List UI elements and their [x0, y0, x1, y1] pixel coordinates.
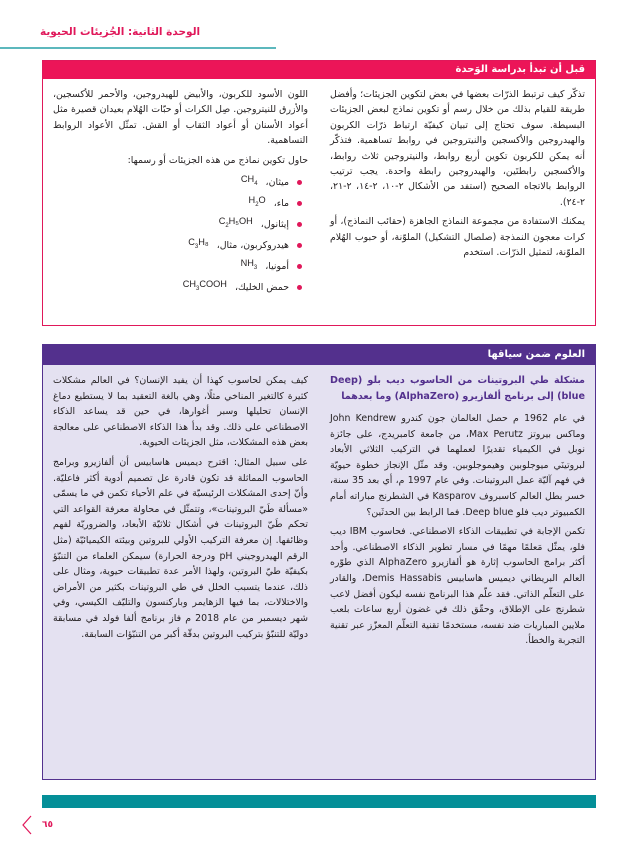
paragraph: في عام 1962 م حصل العالمان جون كندرو John Kendrew وماكس بيروتز Max Perutz، من جامعة كامبريدج، على جائزة نوبل في الكيمياء تقديرًا لعملهما في التركيب الثلاثي الأبعاد لبروتينَي ميوجلوبين وهيموجلوبين. وقد مثّل الإنجاز خطوة حيويّة في فهم آليّة عمل البروتينات. وفي عام 1997 م، أي بعد 35 سنة، خسر بطل العالم كاسبروف Kasparov في الشطرنج مباراته أمام الكمبيوتر ديب فلو Deep blue. فما الرابط بين الحدثَين؟	[330, 413, 586, 518]
footer-bar	[42, 795, 596, 808]
science-context-left-column	[53, 373, 308, 653]
bullet-icon	[297, 180, 302, 185]
list-item	[53, 256, 302, 277]
molecule-formula: $NH_3$	[240, 258, 258, 272]
before-unit-title: قبل أن تبدأ بدراسة الوَحدة	[43, 61, 595, 79]
paragraph: اللون الأسود للكربون، والأبيض للهيدروجين، والأحمر للأكسجين، والأزرق للنيتروجين. صِل الكرات أو حبّات الهُلام بعيدان قصيرة مثل أعواد الأسنان أو أعواد الثقاب أو القش. تمثّل الأعواد الروابط التساهمية.	[53, 89, 308, 147]
paragraph: حاول تكوين نماذج من هذه الجزيئات أو رسمها:	[127, 154, 308, 166]
list-item	[53, 277, 302, 298]
science-context-columns	[43, 365, 595, 653]
before-unit-columns	[43, 79, 595, 298]
bullet-icon	[297, 201, 302, 206]
bullet-icon	[297, 243, 302, 248]
bullet-icon	[297, 285, 302, 290]
before-unit-right-column	[330, 87, 585, 298]
page-number: ٦٥	[42, 820, 53, 830]
molecule-name: ماء،	[273, 197, 289, 209]
paragraph: على سبيل المثال: اقترح ديميس هاسابيس أن ألفازيرو وبرامج الحاسوب المماثلة قد تكون قادرة عل تصميم أدوية أكثر فاعليّة. وأنّ إحدى المشكلات الرئيسيّة في علم الأحياء تكمن في ما يسمّى «مسألة طَيّ البروتينات»، وتتمثّل في محاولة معرفة القواعد التي تحكم طَيّ البروتينات في أشكال ثلاثيّة الأبعاد، والضروريّة لفهم وظائفها. إن معرفة التركيب الأولي للبروتين وبيئته الكيميائيّة (مثل الرقم الهيدروجيني pH ودرجة الحرارة) سيمكن العلماء من التنبّؤ بكيفيّة طيّ البروتين، ولهذا الأمر عدة تطبيقات حيوية، ومثال على ذلك، عندما يتسبب الخلل في طي البروتينات بكثير من الأمراض والاختلالات، بما فيها الزهايمر وباركنسون والتليّف الكيسي، وفي شهر ديسمبر من عام 2018 م فاز برنامج ألفا فولد في مسابقة دوليّة للتنبّؤ بتركيب البروتين بدقّة أكبر من التنبّؤات السابقة.	[53, 456, 308, 640]
page-footer	[22, 815, 53, 835]
unit-title: الوحدة الثانية: الجُزيئات الحيوية	[40, 26, 201, 38]
molecule-list	[53, 172, 308, 298]
paragraph: تذكّر كيف ترتبط الذرّات بعضها في بعض لتكوين الجزيئات؛ وأفضل طريقة للقيام بذلك من خلال رسم أو تكوين نماذج لبعض الجزيئات البسيطة. سوف تحتاج إلى تبيان كيفيّة ارتباط ذرّات الكربون والهيدروجين والأكسجين والنيتروجين في روابط تساهمية. فتذكّر أنه يمكن للكربون تكوين أربع روابط، والنيتروجين ثلاث روابط، والأكسجين رابطتَين، والهيدروجين رابطة واحدة. يجب ترتيب الروابط بالاتجاه الصحيح (استفد من الأشكال ٢-١٠، ٢-١٤، ٢-٢١، ٢-٢٤).	[330, 89, 585, 208]
molecule-formula: $H_2O$	[248, 195, 266, 209]
list-item	[53, 214, 302, 235]
science-context-box	[42, 344, 596, 780]
molecule-formula: $C_3H_8$	[188, 237, 209, 251]
molecule-formula: $CH_4$	[240, 174, 258, 188]
article-subtitle: مشكلة طي البروتينات من الحاسوب ديب بلو (Deep blue) إلى برنامج ألفازيرو (AlphaZero) وما بعدهما	[330, 375, 585, 402]
molecule-formula: $C_2H_5OH$	[218, 216, 253, 230]
molecule-formula: $CH_3COOH$	[182, 279, 227, 293]
paragraph: تكمن الإجابة في تطبيقات الذكاء الاصطناعي. فحاسوب IBM ديب فلو، يمثّل مَعلمًا مهمًا في مسار تطوير الذكاء الاصطناعي. وأحد أكثر برامج الحاسوب إثارة هو ألفازيرو AlphaZero الذي طوّره العالم البريطاني ديميس هاسابيس Demis Hassabis، والقادر على التعلّم الذاتي. فقد علّم هذا البرنامج نفسه ليكون أفضل لاعب شطرنج على الإطلاق، وحقّق ذلك في غضون أربع ساعات بلعب ملايين المباريات ضد نفسه، مستخدمًا تقنية التعلّم المعزّز عبر تقنية التجربة والخطأ.	[330, 526, 585, 647]
molecule-name: أمونيا،	[265, 260, 289, 272]
list-item	[53, 193, 302, 214]
molecule-name: هيدروكربون، مثال،	[216, 239, 289, 251]
paragraph: يمكنك الاستفادة من مجموعة النماذج الجاهزة (حقائب النماذج)، أو كرات معجون النمذجة (صلصال التشكيل) الملوّنة، أو حبوب الهُلام الملوّنة، لتمثيل الذرّات. استخدم	[330, 216, 585, 259]
molecule-name: حمض الخليك،	[234, 281, 289, 293]
bullet-icon	[297, 222, 302, 227]
paragraph: كيف يمكن لحاسوب كهذا أن يفيد الإنسان؟ في العالم مشكلات كثيرة كالتغير المناخي مثلًا، وهي بالغة التعقيد بما لا يستطيع دماغ الإنسان تحليلها وسبر أغوارها، في حين قد يساعد الذكاء الاصطناعي على ذلك. وقد بدأ هذا الذكاء الاصطناعي على معالجة بعض هذه المشكلات، مثل الجزيئات الحيوية.	[53, 375, 308, 449]
header-divider	[0, 47, 276, 49]
before-unit-box	[42, 60, 596, 326]
science-context-title: العلوم ضمن سياقها	[43, 345, 595, 365]
bullet-icon	[297, 264, 302, 269]
list-item	[53, 235, 302, 256]
chevron-left-icon[interactable]	[22, 815, 32, 835]
molecule-name: إيثانول،	[260, 218, 289, 230]
list-item	[53, 172, 302, 193]
molecule-name: ميثان،	[265, 176, 289, 188]
before-unit-left-column	[53, 87, 308, 298]
science-context-right-column	[330, 373, 585, 653]
